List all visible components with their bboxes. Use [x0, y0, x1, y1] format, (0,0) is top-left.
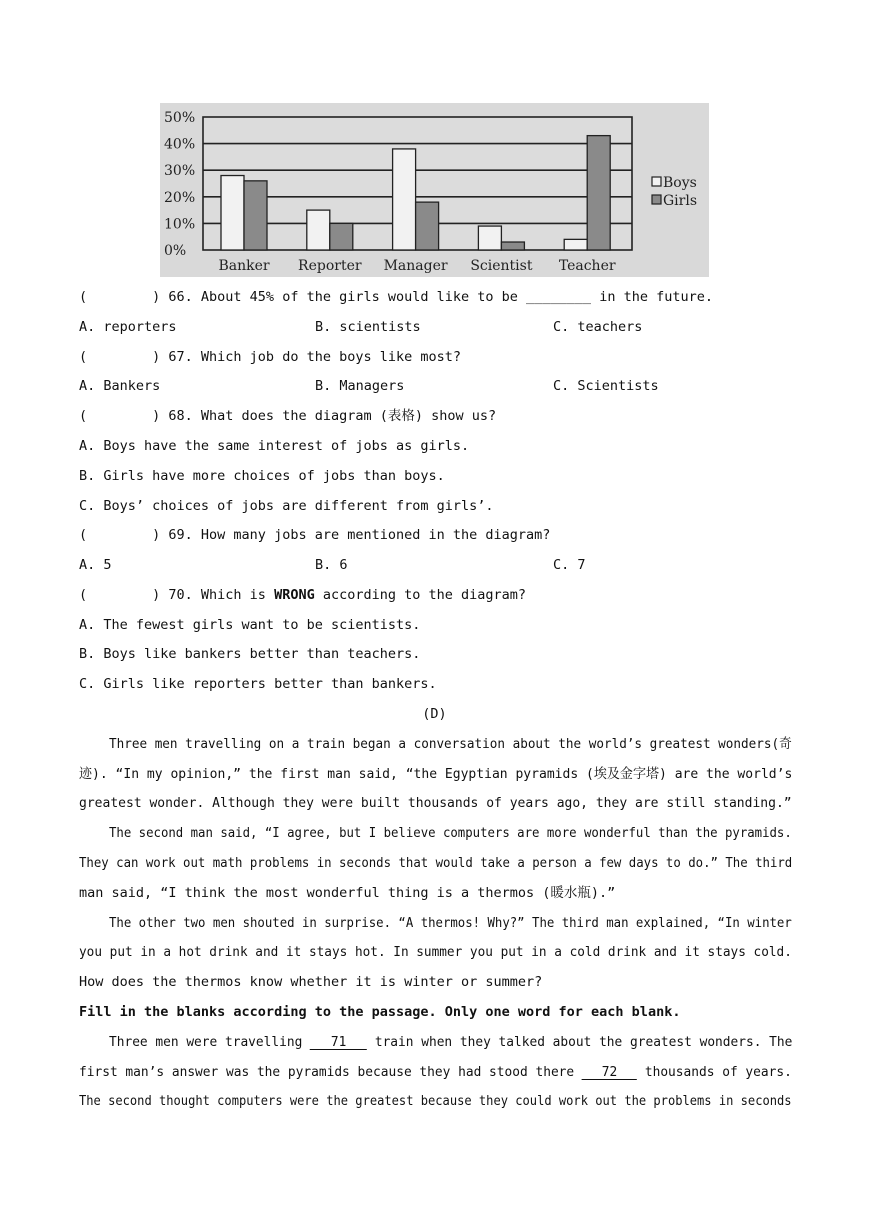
fill-line-1-start: Three men were travelling [109, 1034, 311, 1050]
q68-option-c: C. Boys’ choices of jobs are different from girls’. [79, 498, 494, 514]
q66-option-a: A. reporters [79, 319, 177, 335]
q70-option-b: B. Boys like bankers better than teachers. [79, 646, 421, 662]
bar-girls-reporter [330, 223, 353, 250]
q68-option-a: A. Boys have the same interest of jobs as girls. [79, 438, 470, 454]
legend-swatch-girls [652, 195, 661, 204]
q70-option-a: A. The fewest girls want to be scientists. [79, 617, 421, 633]
question-70-emphasis: WRONG [274, 587, 315, 603]
bar-boys-banker [221, 176, 244, 250]
question-66-stem: ( ) 66. About 45% of the girls would like to be [79, 289, 527, 305]
question-66-blank: ________ [526, 289, 592, 305]
y-tick-label: 40% [164, 136, 196, 153]
question-70-stem-end: according to the diagram? [314, 587, 527, 603]
passage-line-3: greatest wonder. Although they were built thousands of years ago, they are still standing.” [79, 795, 792, 811]
x-tick-label: Reporter [298, 258, 362, 274]
job-preference-chart [160, 103, 709, 277]
legend-swatch-boys [652, 177, 661, 186]
passage-line-4: The second man said, “I agree, but I believe computers are more wonderful than the pyramids. [109, 825, 792, 841]
fill-line-1-end: train when they talked about the greatest wonders. The [367, 1034, 793, 1050]
q69-option-a: A. 5 [79, 557, 112, 573]
question-70 [79, 586, 526, 604]
question-66-stem-end: in the future. [591, 289, 713, 305]
legend-label-girls: Girls [663, 193, 698, 209]
q66-option-c: C. teachers [553, 319, 643, 335]
y-tick-label: 10% [164, 216, 196, 233]
q67-option-b: B. Managers [315, 378, 405, 394]
question-66 [79, 288, 713, 306]
question-69: ( ) 69. How many jobs are mentioned in the diagram? [79, 527, 551, 543]
section-d-title: (D) [422, 706, 447, 722]
bar-boys-scientist [478, 226, 501, 250]
bar-boys-reporter [307, 210, 330, 250]
passage-line-8: you put in a hot drink and it stays hot. In summer you put in a cold drink and it stays cold. [79, 944, 792, 960]
bar-girls-teacher [587, 136, 610, 250]
passage-line-7: The other two men shouted in surprise. “A thermos! Why?” The third man explained, “In winter [109, 915, 792, 931]
passage-line-6: man said, “I think the most wonderful thing is a thermos (暖水瓶).” [79, 885, 616, 901]
q69-option-c: C. 7 [553, 557, 586, 573]
fill-in-instruction: Fill in the blanks according to the passage. Only one word for each blank. [79, 1004, 681, 1020]
bar-boys-manager [393, 149, 416, 250]
x-tick-label: Manager [383, 258, 448, 274]
bar-boys-teacher [564, 239, 587, 250]
fill-line-2-end: thousands of years. [637, 1064, 792, 1080]
q70-option-c: C. Girls like reporters better than bankers. [79, 676, 437, 692]
fill-line-3: The second thought computers were the greatest because they could work out the problems in seconds [79, 1093, 792, 1109]
bar-girls-banker [244, 181, 267, 250]
passage-line-1: Three men travelling on a train began a conversation about the world’s greatest wonders(奇 [109, 736, 792, 752]
x-tick-label: Banker [218, 258, 270, 274]
question-68: ( ) 68. What does the diagram (表格) show us? [79, 408, 497, 424]
blank-71: 71 [310, 1035, 367, 1050]
legend-label-boys: Boys [663, 175, 697, 191]
q68-option-b: B. Girls have more choices of jobs than boys. [79, 468, 445, 484]
y-tick-label: 50% [164, 110, 196, 126]
blank-72: 72 [582, 1065, 637, 1080]
passage-line-5: They can work out math problems in seconds that would take a person a few days to do.” The third [79, 855, 793, 871]
bar-girls-manager [416, 202, 439, 250]
fill-line-1 [109, 1033, 792, 1051]
q69-option-b: B. 6 [315, 557, 348, 573]
passage-line-9: How does the thermos know whether it is winter or summer? [79, 974, 543, 990]
question-70-stem: ( ) 70. Which is [79, 587, 275, 603]
fill-line-2 [79, 1063, 792, 1081]
x-tick-label: Teacher [558, 258, 616, 274]
x-tick-label: Scientist [470, 258, 533, 274]
q67-option-c: C. Scientists [553, 378, 659, 394]
bar-girls-scientist [501, 242, 524, 250]
bar-chart-svg [160, 103, 709, 277]
q67-option-a: A. Bankers [79, 378, 161, 394]
y-tick-label: 0% [164, 243, 187, 259]
fill-line-2-start: first man’s answer was the pyramids because they had stood there [79, 1064, 582, 1080]
y-tick-label: 30% [164, 163, 196, 180]
question-67: ( ) 67. Which job do the boys like most? [79, 349, 462, 365]
y-tick-label: 20% [164, 189, 196, 206]
passage-line-2: 迹). “In my opinion,” the first man said, “the Egyptian pyramids (埃及金字塔) are the world’s [79, 766, 793, 782]
q66-option-b: B. scientists [315, 319, 421, 335]
